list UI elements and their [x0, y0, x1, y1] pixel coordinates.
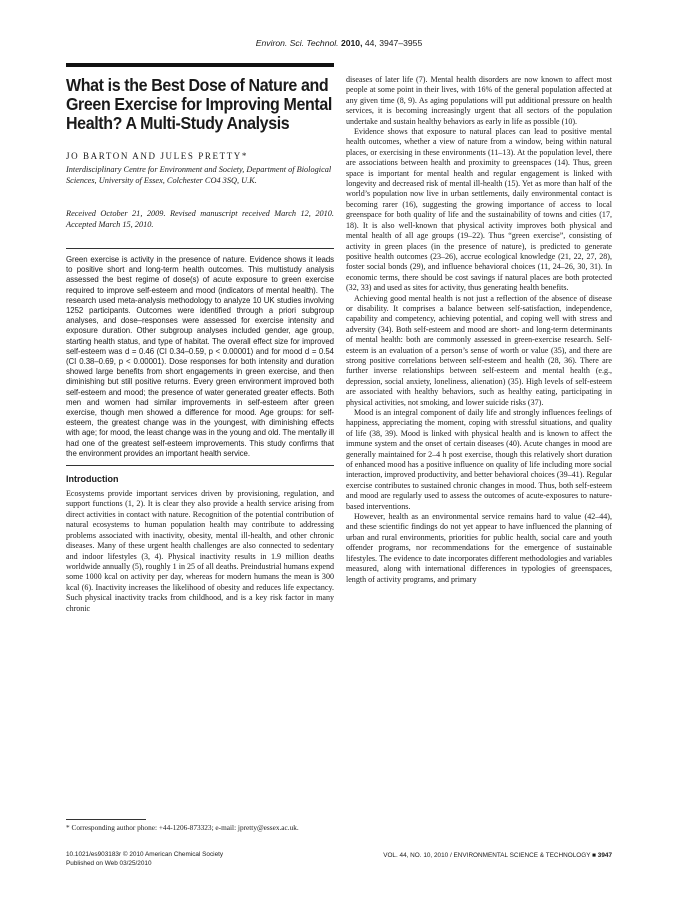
intro-text-left — [66, 489, 334, 614]
journal-volume-pages: 44, 3947–3955 — [364, 38, 423, 48]
authors: JO BARTON AND JULES PRETTY* — [66, 151, 249, 161]
footnote-text: * Corresponding author phone: +44-1206-873323; e-mail: jpretty@essex.ac.uk. — [66, 823, 299, 832]
paragraph: Evidence shows that exposure to natural places can lead to positive mental health outcomes, whether a view of nature from a window, being within natural places, or exercising in these environments (11–13). At the population level, there are associations between health and proximity to greenspaces (14). Thus, green space is important for mental health and regular engagement is linked with longevity and decreased risk of mental ill-health (15). Yet as more than half of the world’s population now live in urban settlements, daily environmental contact is becoming rarer (16), suggesting the growing importance of access to local greenspace for both quality of life and the sustainability of towns and cities (17, 18). It is also well-known that physical activity improves both physical and mental health of all age groups (19–22). Thus “green exercise”, consisting of activity in green places (in the presence of nature), is predicted to generate positive health outcomes (23–26), accrue ecological knowledge (21, 22, 27, 28), foster social bonds (29), and influence behavioral choices (11, 24–26, 30, 31). In economic terms, there should be cost savings if natural places are both protected (32, 33) and used as sites for activity, thus generating health benefits. — [346, 127, 612, 293]
article-title: What is the Best Dose of Nature and Green Exercise for Improving Mental Health? A Multi-Study Analysis — [66, 75, 332, 133]
page-number: ■ 3947 — [592, 852, 612, 859]
right-column — [346, 75, 612, 585]
footnote-rule — [66, 819, 146, 820]
left-column — [66, 76, 334, 614]
footer-journal-info: VOL. 44, NO. 10, 2010 / ENVIRONMENTAL SCIENCE & TECHNOLOGY — [383, 852, 591, 859]
received-dates: Received October 21, 2009. Revised manuscript received March 12, 2010. Accepted March 15, 2010. — [66, 209, 334, 229]
paragraph: Achieving good mental health is not just a reflection of the absence of disease or disability. It comprises a balance between self-satisfaction, independence, capability and competency, achieving potential, and coping well with stress and adversity (34). Both self-esteem and mood are short- and long-term determinants of mental health: both are commonly assessed in green-exercise research. Self-esteem is an evaluation of a person’s sense of worth or value (35), and there are strong positive correlations between self-esteem and health (28, 36). There are further inverse relationships between self-esteem and mental health (e.g., depression, social anxiety, loneliness, alienation) (35). High levels of self-esteem are associated with healthy behaviors, such as healthy eating, participating in physical activities, not smoking, and lower suicide risks (37). — [346, 293, 612, 407]
footer-doi — [66, 851, 223, 868]
abstract-bottom-rule — [66, 465, 334, 466]
paragraph: Mood is an integral component of daily life and strongly influences feelings of happiness, appreciating the moment, coping with stressful situations, and quality of life (38, 39). Mood is linked with physical health and is known to affect the immune system and the onset of certain diseases (40). Acute changes in mood are generally maintained for 2–4 h post exercise, though this relatively short duration of enhanced mood has a positive influence on quality of life including more social interaction, improved productivity, and better behavioral choices (39–41). Regular exercise contributes to sustained chronic changes in mood. Thus, both self-esteem and mood are regularly used to assess the outcomes of acute-exposures to nature-based interventions. — [346, 408, 612, 511]
abstract: Green exercise is activity in the presence of nature. Evidence shows it leads to positive short and long-term health outcomes. This multistudy analysis assessed the best regime of dose(s) of acute exposure to green exercise required to improve self-esteem and mood (indicators of mental health). The research used meta-analysis methodology to analyze 10 UK studies involving 1252 participants. Outcomes were identified through a priori subgroup analyses, and dose–responses were assessed for exercise intensity and exposure duration. Other subgroup analyses included gender, age group, starting health status, and type of habitat. The overall effect size for improved self-esteem was d = 0.46 (CI 0.34–0.59, p < 0.00001) and for mood d = 0.54 (CI 0.38–0.69, p < 0.00001). Dose responses for both intensity and duration showed large benefits from short engagements in green exercise, and then diminishing but still positive returns. Every green environment improved both self-esteem and mood; the presence of water generated greater effects. Both men and women had similar improvements in self-esteem after green exercise, though men showed a difference for mood. Age groups: for self-esteem, the greatest change was in the youngest, with diminishing effects with age; for mood, the least change was in the young and old. The mentally ill had one of the greatest self-esteem improvements. This study confirms that the environment provides an important health service. — [66, 255, 334, 458]
footer-published-line: Published on Web 03/25/2010 — [66, 859, 152, 867]
running-head — [0, 38, 678, 48]
paragraph: However, health as an environmental service remains hard to value (42–44), and these scientific findings do not yet appear to have influenced the planning of urban and rural environments, priorities for public health, social care and youth offender programs, nor recommendations for the emergence of sustainable lifestyles. The evidence to date incorporates different methodologies and variables measured, along with international differences in typologies of greenspaces, length of activity programs, and primary — [346, 512, 612, 584]
section-heading-introduction: Introduction — [66, 474, 119, 485]
footer-doi-line: 10.1021/es903183r © 2010 American Chemical Society — [66, 851, 224, 858]
journal-year: 2010, — [340, 38, 363, 48]
abstract-top-rule — [66, 248, 334, 249]
footer-page — [383, 852, 612, 859]
paragraph: diseases of later life (7). Mental health disorders are now known to affect most people at some point in their lives, with 16% of the general population affected at any given time (8, 9). As aging populations will put additional pressure on health services, it is becoming increasingly urgent that all sectors of the population undertake and sustain healthy behaviors as early in life as possible (10). — [346, 75, 612, 126]
affiliation: Interdisciplinary Centre for Environment and Society, Department of Biological Sciences, University of Essex, Colchester CO4 3SQ, U.K. — [66, 165, 332, 185]
title-rule — [66, 63, 334, 67]
paragraph: Ecosystems provide important services driven by provisioning, regulation, and support functions (1, 2). It is clear they also provide a health service arising from direct activities in contact with nature. Recognition of the potential contribution of natural ecosystems to human population health may contribute to addressing problems associated with inactivity, obesity, mental ill-health, and other chronic diseases. Many of these urgent health challenges are also connected to sedentary and indoor lifestyles (3, 4). Physical inactivity results in 1.9 million deaths worldwide annually (5), roughly 1 in 25 of all deaths. Preindustrial humans expend some 1000 kcal on activity per day, whereas for modern humans the mean is 300 kcal (6). Inactivity increases the likelihood of obesity and reduces life expectancy. Such physical inactivity tracks from childhood, and is a key risk factor in many chronic — [66, 489, 334, 613]
journal-name: Environ. Sci. Technol. — [255, 38, 339, 48]
corresponding-author-footnote — [66, 823, 334, 832]
